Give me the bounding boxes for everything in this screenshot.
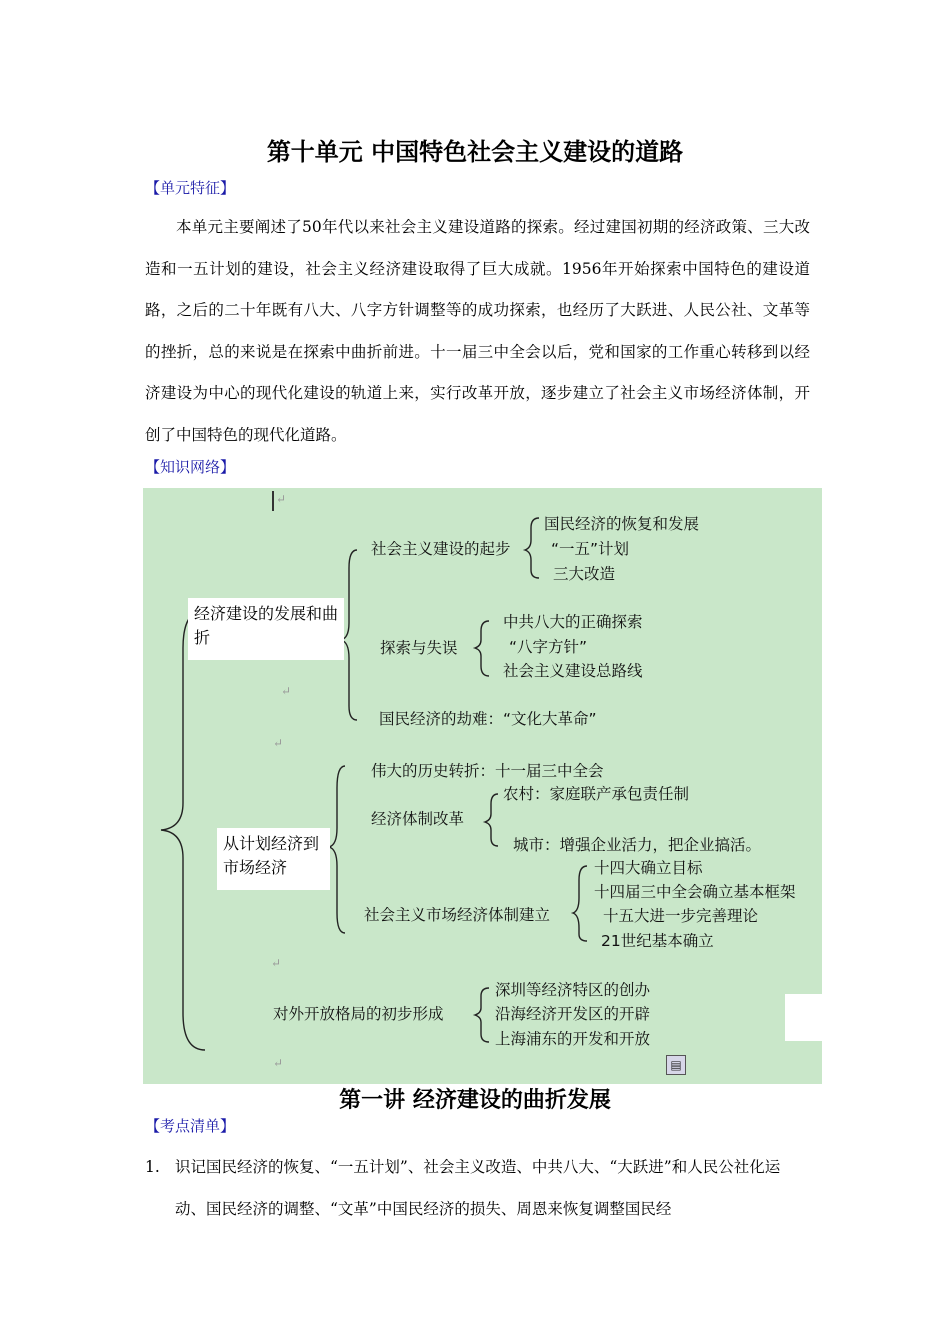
mindmap-node-coastal: 沿海经济开发区的开辟 — [495, 1005, 651, 1023]
para-mark: ↵ — [271, 956, 282, 970]
mindmap-node-eight-char: “八字方针” — [509, 638, 588, 656]
mindmap-node-fiveyear: “一五”计划 — [551, 540, 630, 558]
mindmap-node-market: 社会主义市场经济体制建立 — [364, 906, 551, 924]
mindmap-box-plan-to-market: 从计划经济到市场经济 — [217, 828, 330, 890]
mindmap-node-15th: 十五大进一步完善理论 — [603, 907, 759, 925]
brace-opening — [475, 988, 489, 1042]
para-mark: ↵ — [276, 492, 287, 506]
mindmap-node-urban: 城市：增强企业活力，把企业搞活。 — [513, 836, 762, 854]
mindmap-node-14th: 十四大确立目标 — [594, 859, 703, 877]
image-artifact — [785, 994, 822, 1041]
brace-start — [525, 518, 539, 578]
list-item-number: 1. — [145, 1158, 160, 1176]
brace-section2 — [329, 766, 345, 933]
document-title: 第十单元 中国特色社会主义建设的道路 — [266, 138, 684, 166]
mindmap-node-reform: 经济体制改革 — [371, 810, 465, 828]
mindmap-braces — [143, 488, 822, 1084]
mindmap-node-21st: 21世纪基本确立 — [601, 932, 714, 950]
knowledge-network-tag: 【知识网络】 — [145, 458, 236, 476]
para-mark: ↵ — [281, 684, 292, 698]
brace-reform — [485, 794, 498, 846]
para-mark: ↵ — [273, 1056, 284, 1070]
intro-paragraph: 本单元主要阐述了50年代以来社会主义建设道路的探索。经过建国初期的经济政策、三大改造和一五计划的建设，社会主义经济建设取得了巨大成就。1956年开始探索中国特色的建设道路，之后的二十年既有八大、八字方针调整等的成功探索，也经历了大跃进、人民公社、文革等的挫折，总的来说是在探索中曲折前进。十一届三中全会以后，党和国家的工作重心转移到以经济建设为中心的现代化建设的轨道上来，实行改革开放，逐步建立了社会主义市场经济体制，开创了中国特色的现代化道路。 — [145, 218, 810, 444]
mindmap-node-general-line: 社会主义建设总路线 — [503, 662, 643, 680]
mindmap-node-rural: 农村：家庭联产承包责任制 — [503, 785, 690, 803]
unit-feature-tag: 【单元特征】 — [145, 179, 236, 197]
mindmap-node-pudong: 上海浦东的开发和开放 — [495, 1030, 651, 1048]
knowledge-mindmap — [143, 488, 822, 1084]
brace-explore — [475, 621, 489, 676]
text-cursor — [272, 491, 274, 511]
exam-points-tag: 【考点清单】 — [145, 1117, 236, 1135]
mindmap-node-transform: 三大改造 — [553, 565, 616, 583]
brace-root — [161, 610, 205, 1050]
mindmap-node-start: 社会主义建设的起步 — [371, 540, 511, 558]
mindmap-box-economic-development: 经济建设的发展和曲折 — [188, 598, 344, 660]
list-item — [145, 1146, 810, 1230]
mindmap-node-eighth-congress: 中共八大的正确探索 — [503, 613, 643, 631]
mindmap-node-explore: 探索与失误 — [380, 639, 458, 657]
mindmap-node-recovery: 国民经济的恢复和发展 — [544, 515, 700, 533]
mindmap-node-turning-point: 伟大的历史转折：十一届三中全会 — [371, 762, 604, 780]
mindmap-node-opening: 对外开放格局的初步形成 — [273, 1005, 444, 1023]
mindmap-node-disaster: 国民经济的劫难：“文化大革命” — [379, 710, 597, 728]
mindmap-node-sez: 深圳等经济特区的创办 — [495, 981, 651, 999]
para-mark: ↵ — [273, 736, 284, 750]
list-item-text: 识记国民经济的恢复、“一五计划”、社会主义改造、中共八大、“大跃进”和人民公社化运动、国民经济的调整、“文革”中国民经济的损失、周恩来恢复调整国民经 — [175, 1158, 781, 1218]
brace-market — [573, 866, 587, 941]
lecture-title: 第一讲 经济建设的曲折发展 — [339, 1088, 611, 1113]
mindmap-node-14th-3rd: 十四届三中全会确立基本框架 — [594, 883, 796, 901]
paste-options-icon[interactable]: ▤ — [666, 1055, 686, 1075]
